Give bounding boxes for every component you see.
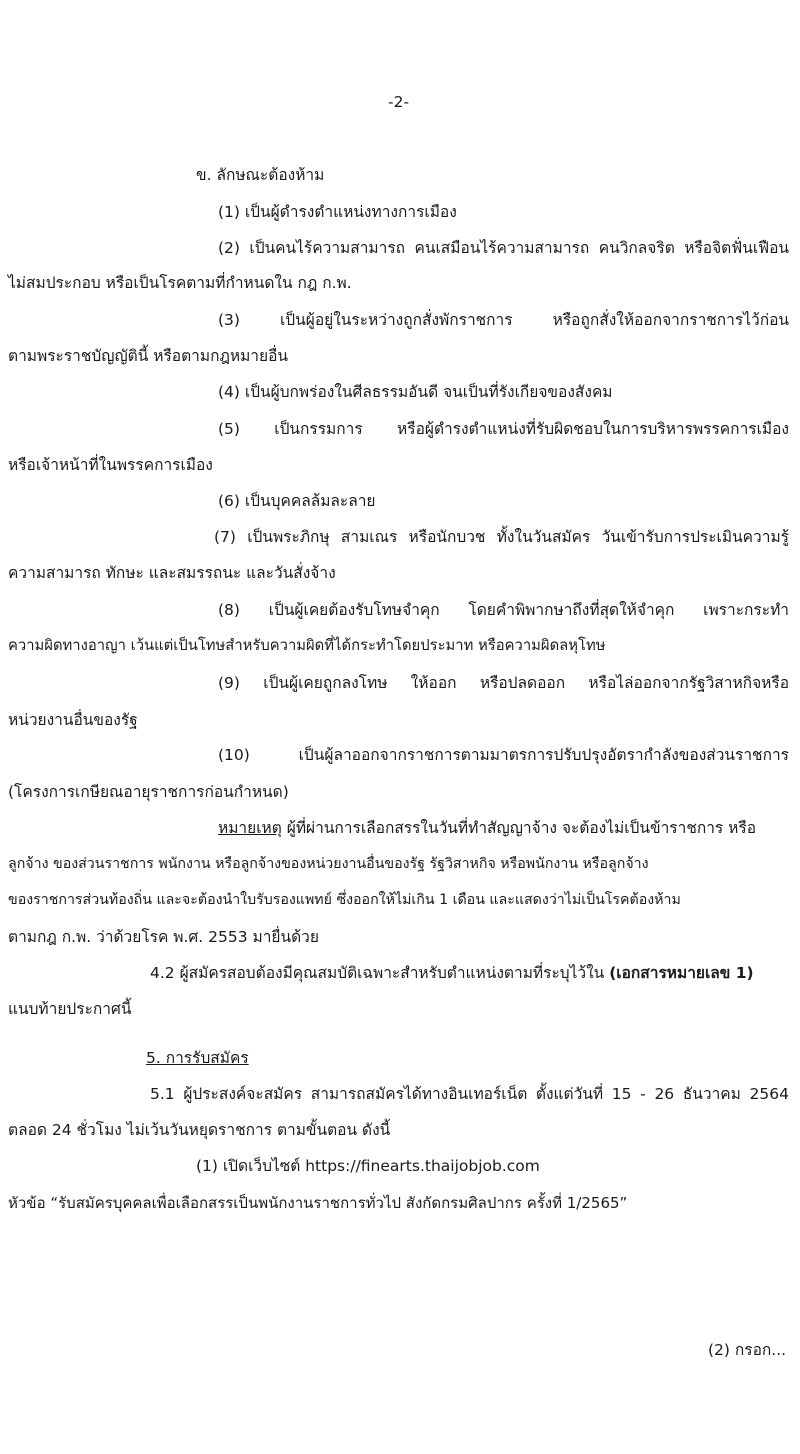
continuation-marker: (2) กรอก... [708, 1341, 787, 1359]
item-3-line-2: ตามพระราชบัญญัตินี้ หรือตามกฎหมายอื่น [8, 347, 288, 365]
item-10-line-1: (10) เป็นผู้ลาออกจากราชการตามมาตรการปรับปรุงอัตรากำลังของส่วนราชการ [218, 746, 789, 764]
item-5-line-2: หรือเจ้าหน้าที่ในพรรคการเมือง [8, 456, 213, 474]
remark-line-2: ลูกจ้าง ของส่วนราชการ พนักงาน หรือลูกจ้างของหน่วยงานอื่นของรัฐ รัฐวิสาหกิจ หรือพนักงาน หรือลูกจ้าง [8, 856, 649, 872]
remark-label: หมายเหตุ [218, 819, 282, 837]
item-8-line-2: ความผิดทางอาญา เว้นแต่เป็นโทษสำหรับความผิดที่ได้กระทำโดยประมาท หรือความผิดลหุโทษ [8, 637, 606, 654]
step-1-open-website: (1) เปิดเว็บไซต์ https://finearts.thaijobjob.com [196, 1157, 540, 1175]
remark-line-1 [218, 818, 756, 838]
section-5-1-line-1: 5.1 ผู้ประสงค์จะสมัคร สามารถสมัครได้ทางอินเทอร์เน็ต ตั้งแต่วันที่ 15 - 26 ธันวาคม 2564 [150, 1085, 789, 1103]
section-5-title: 5. การรับสมัคร [146, 1049, 249, 1067]
section-4-2-line-1 [150, 963, 754, 983]
item-9-line-2: หน่วยงานอื่นของรัฐ [8, 711, 138, 729]
document-reference: (เอกสารหมายเลข 1) [609, 964, 754, 982]
item-7-line-2: ความสามารถ ทักษะ และสมรรถนะ และวันสั่งจ้าง [8, 564, 336, 582]
section-5-1-line-2: ตลอด 24 ชั่วโมง ไม่เว้นวันหยุดราชการ ตามขั้นตอน ดังนี้ [8, 1121, 391, 1139]
section-4-2-text: 4.2 ผู้สมัครสอบต้องมีคุณสมบัติเฉพาะสำหรับตำแหน่งตามที่ระบุไว้ใน [150, 964, 610, 982]
item-4: (4) เป็นผู้บกพร่องในศีลธรรมอันดี จนเป็นที่รังเกียจของสังคม [218, 383, 613, 401]
item-8-line-1: (8) เป็นผู้เคยต้องรับโทษจำคุก โดยคำพิพากษาถึงที่สุดให้จำคุก เพราะกระทำ [218, 601, 789, 619]
item-2-line-1: (2) เป็นคนไร้ความสามารถ คนเสมือนไร้ความสามารถ คนวิกลจริต หรือจิตฟั่นเฟือน [218, 239, 789, 257]
item-9-line-1: (9) เป็นผู้เคยถูกลงโทษ ให้ออก หรือปลดออก หรือไล่ออกจากรัฐวิสาหกิจหรือ [218, 674, 789, 692]
remark-line-4: ตามกฎ ก.พ. ว่าด้วยโรค พ.ศ. 2553 มายื่นด้วย [8, 928, 319, 946]
item-7-line-1: (7) เป็นพระภิกษุ สามเณร หรือนักบวช ทั้งในวันสมัคร วันเข้ารับการประเมินความรู้ [214, 528, 789, 546]
item-5-line-1: (5) เป็นกรรมการ หรือผู้ดำรงตำแหน่งที่รับผิดชอบในการบริหารพรรคการเมือง [218, 420, 789, 438]
item-10-line-2: (โครงการเกษียณอายุราชการก่อนกำหนด) [8, 783, 289, 801]
item-1: (1) เป็นผู้ดำรงตำแหน่งทางการเมือง [218, 203, 457, 221]
page-number: -2- [388, 93, 410, 111]
section-4-2-line-2: แนบท้ายประกาศนี้ [8, 1000, 132, 1018]
item-2-line-2: ไม่สมประกอบ หรือเป็นโรคตามที่กำหนดใน กฎ ก.พ. [8, 274, 352, 292]
remark-text: ผู้ที่ผ่านการเลือกสรรในวันที่ทำสัญญาจ้าง จะต้องไม่เป็นข้าราชการ หรือ [281, 819, 757, 837]
announcement-topic: หัวข้อ “รับสมัครบุคคลเพื่อเลือกสรรเป็นพนักงานราชการทั่วไป สังกัดกรมศิลปากร ครั้งที่ 1/2565” [8, 1194, 628, 1212]
section-heading: ข. ลักษณะต้องห้าม [196, 166, 325, 184]
item-6: (6) เป็นบุคคลล้มละลาย [218, 492, 376, 510]
item-3-line-1: (3) เป็นผู้อยู่ในระหว่างถูกสั่งพักราชการ หรือถูกสั่งให้ออกจากราชการไว้ก่อน [218, 311, 789, 329]
remark-line-3: ของราชการส่วนท้องถิ่น และจะต้องนำใบรับรองแพทย์ ซึ่งออกให้ไม่เกิน 1 เดือน และแสดงว่าไม่เป็นโรคต้องห้าม [8, 892, 681, 908]
